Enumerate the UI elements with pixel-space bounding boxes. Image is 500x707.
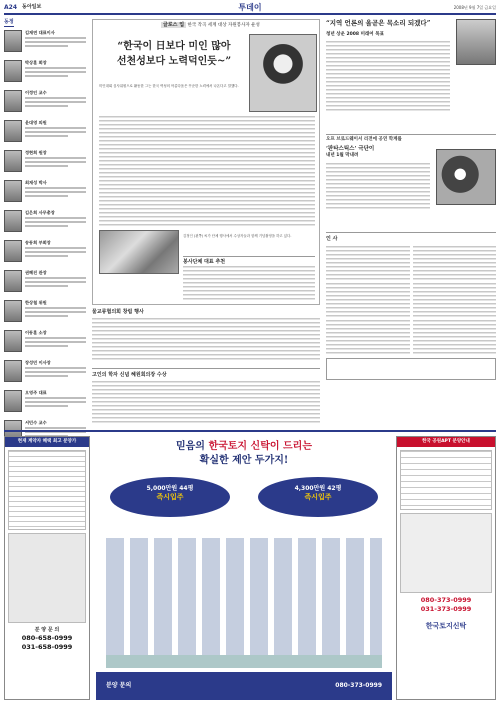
obituary-text xyxy=(25,330,86,356)
obituary-text xyxy=(25,300,86,326)
left-ad-map xyxy=(8,533,86,623)
page-number: A24 xyxy=(4,4,17,11)
right-ad xyxy=(396,436,496,700)
left-ad-phone-2: 031-658-0999 xyxy=(21,642,73,651)
obituary-photo xyxy=(4,300,22,322)
obituary-name: 최재성 박사 xyxy=(25,179,47,185)
portrait-photo xyxy=(249,34,317,112)
article-c-title: 고인의 학자 신념 혜원회의장 수상 xyxy=(92,368,320,379)
text-line xyxy=(25,401,86,403)
offer-1-top: 5,000만원 44평 xyxy=(146,485,194,492)
text-line xyxy=(25,285,68,287)
obituary-item xyxy=(4,240,86,266)
main-ad xyxy=(96,436,392,700)
main-ad-badges xyxy=(96,477,392,517)
right-mid-headline: ‘판타스틱스’ 극단이 xyxy=(326,146,375,153)
personnel-section xyxy=(326,232,496,422)
text-line xyxy=(25,311,86,313)
feature-dek: 미인대회 심사위원으로 활동한 그는 한국 여성의 아름다움은 꾸준한 노력에서 나온다고 말했다. xyxy=(99,84,239,88)
right-ad-table xyxy=(400,450,492,510)
obituary-text xyxy=(25,390,86,416)
obituary-photo xyxy=(4,60,22,82)
obituary-name: 서민수 교수 xyxy=(25,419,47,425)
offer-1-bottom: 즉시입주 xyxy=(156,493,184,502)
obituary-text xyxy=(25,180,86,206)
feature-tag-text: 한국 작곡 세계 대상 자원봉사자 운성 xyxy=(187,23,260,28)
obituary-photo xyxy=(4,210,22,232)
obituary-photo xyxy=(4,390,22,412)
article-b-title: 물교류협의회 창립 행사 xyxy=(92,309,144,315)
feature-tag-label: 글로스 업 xyxy=(163,22,185,28)
main-ad-line-1a: 믿음의 xyxy=(175,441,205,452)
text-line xyxy=(25,345,68,347)
right-ad-phone-1: 080-373-0999 xyxy=(420,596,472,605)
lower-center-articles xyxy=(92,309,320,429)
text-line xyxy=(25,337,86,339)
offer-2-top: 4,300만원 42평 xyxy=(294,485,342,492)
right-mid-article xyxy=(326,134,496,226)
personnel-block xyxy=(413,283,497,317)
text-line xyxy=(25,397,86,399)
right-quote-headline: “지역 언론의 올곧은 목소리 되겠다” xyxy=(326,19,431,27)
obituary-photo xyxy=(4,240,22,262)
headline-line-1: “한국이 日보다 미인 많아 xyxy=(117,41,231,52)
obituary-item xyxy=(4,60,86,86)
obituary-name: 박상훈 회장 xyxy=(25,59,47,65)
obituary-item xyxy=(4,360,86,386)
text-line xyxy=(25,247,86,249)
obituary-name: 송동희 부회장 xyxy=(25,239,51,245)
group-photo xyxy=(99,230,179,274)
obituary-item xyxy=(4,210,86,236)
notice-box xyxy=(326,358,496,380)
obituary-photo xyxy=(4,90,22,112)
text-line xyxy=(25,45,68,47)
right-mid-subheadline: 내년 1월 막내려 xyxy=(326,153,359,159)
text-line xyxy=(25,187,86,189)
obituary-name: 김은희 사무총장 xyxy=(25,209,55,215)
personnel-block xyxy=(326,283,410,317)
text-line xyxy=(25,225,68,227)
text-line xyxy=(25,315,68,317)
obituary-text xyxy=(25,120,86,146)
personnel-block xyxy=(326,246,410,280)
right-top-article xyxy=(326,19,496,129)
left-ad-table xyxy=(8,450,86,530)
personnel-tag: 인 사 xyxy=(326,236,338,242)
obituary-text xyxy=(25,150,86,176)
text-line xyxy=(25,375,68,377)
interview-feature xyxy=(92,19,320,305)
obituary-item xyxy=(4,90,86,116)
text-line xyxy=(25,75,68,77)
main-ad-footer xyxy=(96,672,392,700)
obituary-item xyxy=(4,330,86,356)
main-ad-banner xyxy=(96,440,392,467)
paper-name: 동아일보 xyxy=(22,4,42,10)
right-ad-header: 한국 공원APT 분양안내 xyxy=(397,437,495,447)
personnel-block xyxy=(413,246,497,280)
text-line xyxy=(25,161,86,163)
text-line xyxy=(25,221,86,223)
text-line xyxy=(25,165,68,167)
obituary-name: 권혜진 관장 xyxy=(25,269,47,275)
feature-body-text xyxy=(99,116,315,226)
personnel-block xyxy=(413,320,497,354)
obituary-list xyxy=(4,30,86,446)
text-line xyxy=(25,135,68,137)
feature-headline xyxy=(99,40,249,69)
text-line xyxy=(25,405,68,407)
text-line xyxy=(25,277,86,279)
offer-2-bottom: 즉시입주 xyxy=(304,493,332,502)
section-title: 투데이 xyxy=(238,3,262,12)
obituary-text xyxy=(25,30,86,56)
obituary-name: 한상철 위원 xyxy=(25,299,47,305)
text-line xyxy=(25,367,86,369)
right-ad-phone-2: 031-373-0999 xyxy=(420,604,472,613)
main-ad-footer-phone: 080-373-0999 xyxy=(335,681,382,689)
text-line xyxy=(25,255,68,257)
right-ad-brand: 한국토지신탁 xyxy=(425,621,467,630)
obituary-text xyxy=(25,360,86,386)
obituary-item xyxy=(4,120,86,146)
obituary-photo xyxy=(4,180,22,202)
obituary-photo xyxy=(4,30,22,52)
obituary-text xyxy=(25,240,86,266)
left-ad-header: 현재 계약자 혜택 최고 분양가 xyxy=(5,437,89,447)
group-photo-caption: 김정인 (왼쪽) 씨가 단체 행사에서 수상자들과 함께 기념촬영을 하고 있다. xyxy=(183,234,292,238)
feature-sub-title: 봉사단체 대표 추천 xyxy=(183,256,315,266)
right-top-body xyxy=(326,41,450,111)
obituary-photo xyxy=(4,120,22,142)
advertisement-row xyxy=(4,430,496,704)
text-line xyxy=(25,105,68,107)
right-top-photo xyxy=(456,19,496,65)
right-mid-kicker: 오프 브로드웨이서 리전에 공연 학계를 xyxy=(326,137,402,142)
obituary-name: 장성민 이사장 xyxy=(25,359,51,365)
left-ad xyxy=(4,436,90,700)
obituary-photo xyxy=(4,150,22,172)
text-line xyxy=(25,251,86,253)
feature-tag xyxy=(161,22,260,29)
text-line xyxy=(25,127,86,129)
obituary-name: 김재연 대표이사 xyxy=(25,29,55,35)
text-line xyxy=(25,157,86,159)
obituary-item xyxy=(4,270,86,296)
article-b-body xyxy=(92,318,320,362)
text-line xyxy=(25,191,86,193)
text-line xyxy=(25,341,86,343)
issue-date: 2008년 9월 7일 금요일 xyxy=(453,5,496,10)
right-mid-body xyxy=(326,163,430,209)
obituary-name: 윤대영 의원 xyxy=(25,119,47,125)
personnel-block xyxy=(326,320,410,354)
right-ad-map xyxy=(400,513,492,593)
obituary-text xyxy=(25,60,86,86)
right-quote-sub: 청년 상운 2008 미래어 목표 xyxy=(326,31,384,37)
left-ad-phone-1: 080-658-0999 xyxy=(21,633,73,642)
text-line xyxy=(25,97,86,99)
obituary-photo xyxy=(4,360,22,382)
obituary-item xyxy=(4,300,86,326)
page-header xyxy=(4,3,496,15)
obituary-text xyxy=(25,90,86,116)
obituary-name: 이동훈 소장 xyxy=(25,329,47,335)
obituary-name: 오영주 대표 xyxy=(25,389,47,395)
obituary-item xyxy=(4,180,86,206)
text-line xyxy=(25,217,86,219)
main-ad-footer-label: 분양 문의 xyxy=(106,681,132,689)
offer-badge-1 xyxy=(110,477,230,517)
article-c-body xyxy=(92,381,320,425)
obituary-text xyxy=(25,210,86,236)
obituary-photo xyxy=(4,330,22,352)
apartment-illustration xyxy=(106,538,382,668)
main-ad-line-1b: 한국토지 신탁이 드리는 xyxy=(208,441,313,452)
left-ad-phone-title: 분 양 문 의 xyxy=(34,627,60,634)
obituary-name: 정현희 원장 xyxy=(25,149,47,155)
headline-line-2: 선천성보다 노력덕인듯~” xyxy=(116,55,232,67)
obituary-item xyxy=(4,30,86,56)
right-mid-photo xyxy=(436,149,496,205)
obituary-photo xyxy=(4,270,22,292)
offer-badge-2 xyxy=(258,477,378,517)
text-line xyxy=(25,371,86,373)
obituary-item xyxy=(4,390,86,416)
text-line xyxy=(25,67,86,69)
obituary-item xyxy=(4,150,86,176)
text-line xyxy=(25,307,86,309)
text-line xyxy=(25,195,68,197)
main-ad-line-2: 확실한 제안 두가지! xyxy=(199,454,289,466)
feature-sub-body xyxy=(183,266,315,300)
text-line xyxy=(25,41,86,43)
obituary-text xyxy=(25,270,86,296)
text-line xyxy=(25,281,86,283)
text-line xyxy=(25,131,86,133)
text-line xyxy=(25,71,86,73)
personnel-grid xyxy=(326,246,496,354)
text-line xyxy=(25,37,86,39)
obituary-tag: 동정 xyxy=(4,19,14,25)
text-line xyxy=(25,101,86,103)
obituary-name: 이정인 교수 xyxy=(25,89,47,95)
